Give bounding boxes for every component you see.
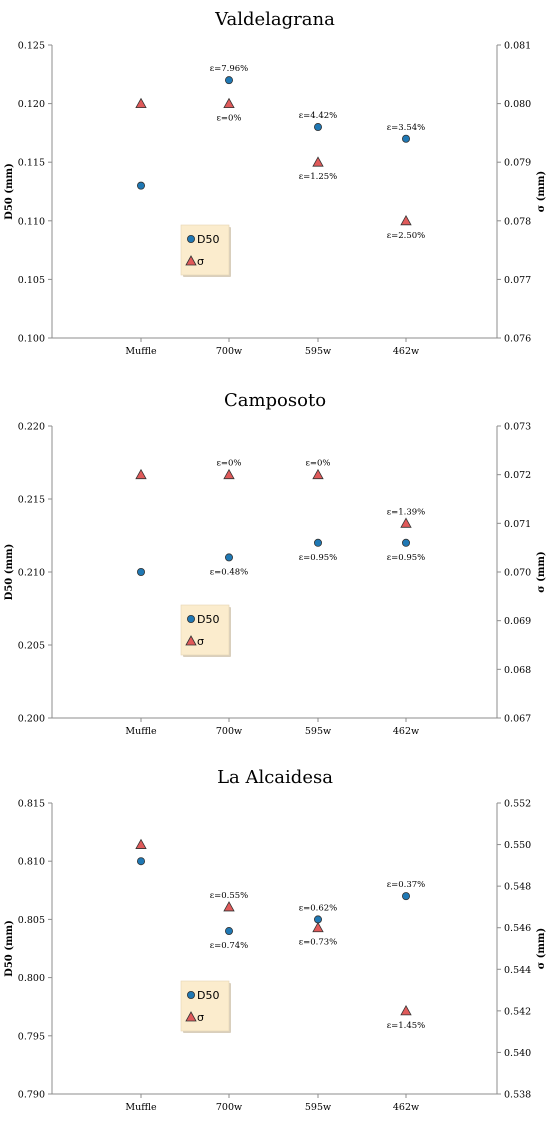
right-tick-label: 0.073 [504,421,532,433]
left-tick-label: 0.110 [17,216,45,228]
legend-sigma-label: σ [197,1011,204,1024]
x-category-label: 595w [304,1102,332,1113]
right-tick-label: 0.067 [504,713,532,725]
x-category-label: 700w [215,726,243,737]
right-tick-label: 0.544 [504,964,532,976]
right-tick-label: 0.542 [504,1006,532,1018]
left-tick-label: 0.220 [17,421,45,433]
epsilon-label: ε=0.48% [209,567,249,578]
right-tick-label: 0.540 [504,1047,532,1059]
sigma-point [401,1006,411,1015]
left-tick-label: 0.215 [17,494,45,506]
chart-title: Camposoto [223,390,327,411]
legend [181,225,231,277]
epsilon-label: ε=0.73% [298,937,338,948]
right-tick-label: 0.079 [504,157,532,169]
x-category-label: Muffle [125,346,157,357]
legend [181,981,231,1033]
sigma-point [313,470,323,479]
left-tick-label: 0.210 [17,567,45,579]
left-tick-label: 0.790 [17,1089,45,1101]
left-tick-label: 0.100 [17,333,45,345]
x-category-label: 595w [304,726,332,737]
legend-d50-marker [187,235,194,242]
right-tick-label: 0.548 [504,881,532,893]
epsilon-label: ε=0.95% [298,552,338,563]
sigma-point [224,470,234,479]
left-tick-label: 0.800 [17,973,45,985]
epsilon-label: ε=0.37% [386,880,426,891]
sigma-point [136,840,146,849]
d50-point [225,77,232,84]
sigma-point [224,99,234,108]
epsilon-label: ε=1.45% [386,1020,426,1031]
left-tick-label: 0.125 [17,40,45,52]
d50-point [225,554,232,561]
left-tick-label: 0.810 [17,856,45,868]
legend-d50-label: D50 [197,989,220,1002]
right-tick-label: 0.550 [504,840,532,852]
legend-d50-marker [187,615,194,622]
left-tick-label: 0.120 [17,99,45,111]
epsilon-label: ε=0.95% [386,552,426,563]
sigma-point [224,902,234,911]
sigma-point [313,923,323,932]
chart-title: La Alcaidesa [217,767,333,788]
chart-panel-3 [4,767,547,1113]
legend [181,605,231,657]
epsilon-label: ε=1.39% [386,507,426,518]
right-tick-label: 0.078 [504,216,532,228]
y2-axis-title: σ (mm) [536,927,547,970]
legend-d50-marker [187,991,194,998]
sigma-point [136,470,146,479]
sigma-point [136,99,146,108]
d50-point [402,135,409,142]
right-tick-label: 0.080 [504,99,532,111]
chart-panel-1 [4,9,547,357]
x-category-label: 462w [392,1102,420,1113]
right-tick-label: 0.072 [504,470,532,482]
x-category-label: 595w [304,346,332,357]
left-tick-label: 0.205 [17,640,45,652]
y-axis-title: D50 (mm) [4,163,15,220]
epsilon-label: ε=2.50% [386,230,426,241]
x-category-label: 462w [392,726,420,737]
epsilon-label: ε=0% [216,113,242,124]
legend-d50-label: D50 [197,233,220,246]
epsilon-label: ε=7.96% [209,64,249,75]
right-tick-label: 0.069 [504,616,532,628]
x-category-label: Muffle [125,1102,157,1113]
epsilon-label: ε=4.42% [298,111,338,122]
left-tick-label: 0.815 [17,798,45,810]
right-tick-label: 0.546 [504,923,532,935]
chart-title: Valdelagrana [215,9,335,30]
left-tick-label: 0.805 [17,914,45,926]
right-tick-label: 0.076 [504,333,532,345]
left-tick-label: 0.105 [17,274,45,286]
x-category-label: 700w [215,1102,243,1113]
right-tick-label: 0.070 [504,567,532,579]
y-axis-title: D50 (mm) [4,543,15,601]
d50-point [137,568,144,575]
epsilon-label: ε=0% [305,458,331,469]
d50-point [402,893,409,900]
d50-point [137,182,144,189]
sigma-point [401,216,411,225]
right-tick-label: 0.068 [504,664,532,676]
epsilon-label: ε=0.74% [209,941,249,952]
legend-sigma-label: σ [197,635,204,648]
right-tick-label: 0.071 [504,518,532,530]
x-category-label: 462w [392,346,420,357]
y2-axis-title: σ (mm) [536,551,547,593]
right-tick-label: 0.552 [504,798,532,810]
d50-point [402,539,409,546]
right-tick-label: 0.077 [504,274,532,286]
x-category-label: Muffle [125,726,157,737]
chart-panel-2 [4,390,547,737]
legend-sigma-label: σ [197,255,204,268]
epsilon-label: ε=0.55% [209,890,249,901]
d50-point [314,539,321,546]
right-tick-label: 0.081 [504,40,532,52]
sigma-point [401,518,411,527]
d50-point [137,858,144,865]
right-tick-label: 0.538 [504,1089,532,1101]
d50-point [314,123,321,130]
epsilon-label: ε=1.25% [298,172,338,183]
y-axis-title: D50 (mm) [4,920,15,977]
left-tick-label: 0.115 [17,157,45,169]
y2-axis-title: σ (mm) [536,170,547,213]
left-tick-label: 0.200 [17,713,45,725]
sigma-point [313,157,323,166]
x-category-label: 700w [215,346,243,357]
epsilon-label: ε=3.54% [386,122,426,133]
left-tick-label: 0.795 [17,1031,45,1043]
d50-point [225,927,232,934]
legend-d50-label: D50 [197,613,220,626]
epsilon-label: ε=0% [216,458,242,469]
epsilon-label: ε=0.62% [298,903,338,914]
